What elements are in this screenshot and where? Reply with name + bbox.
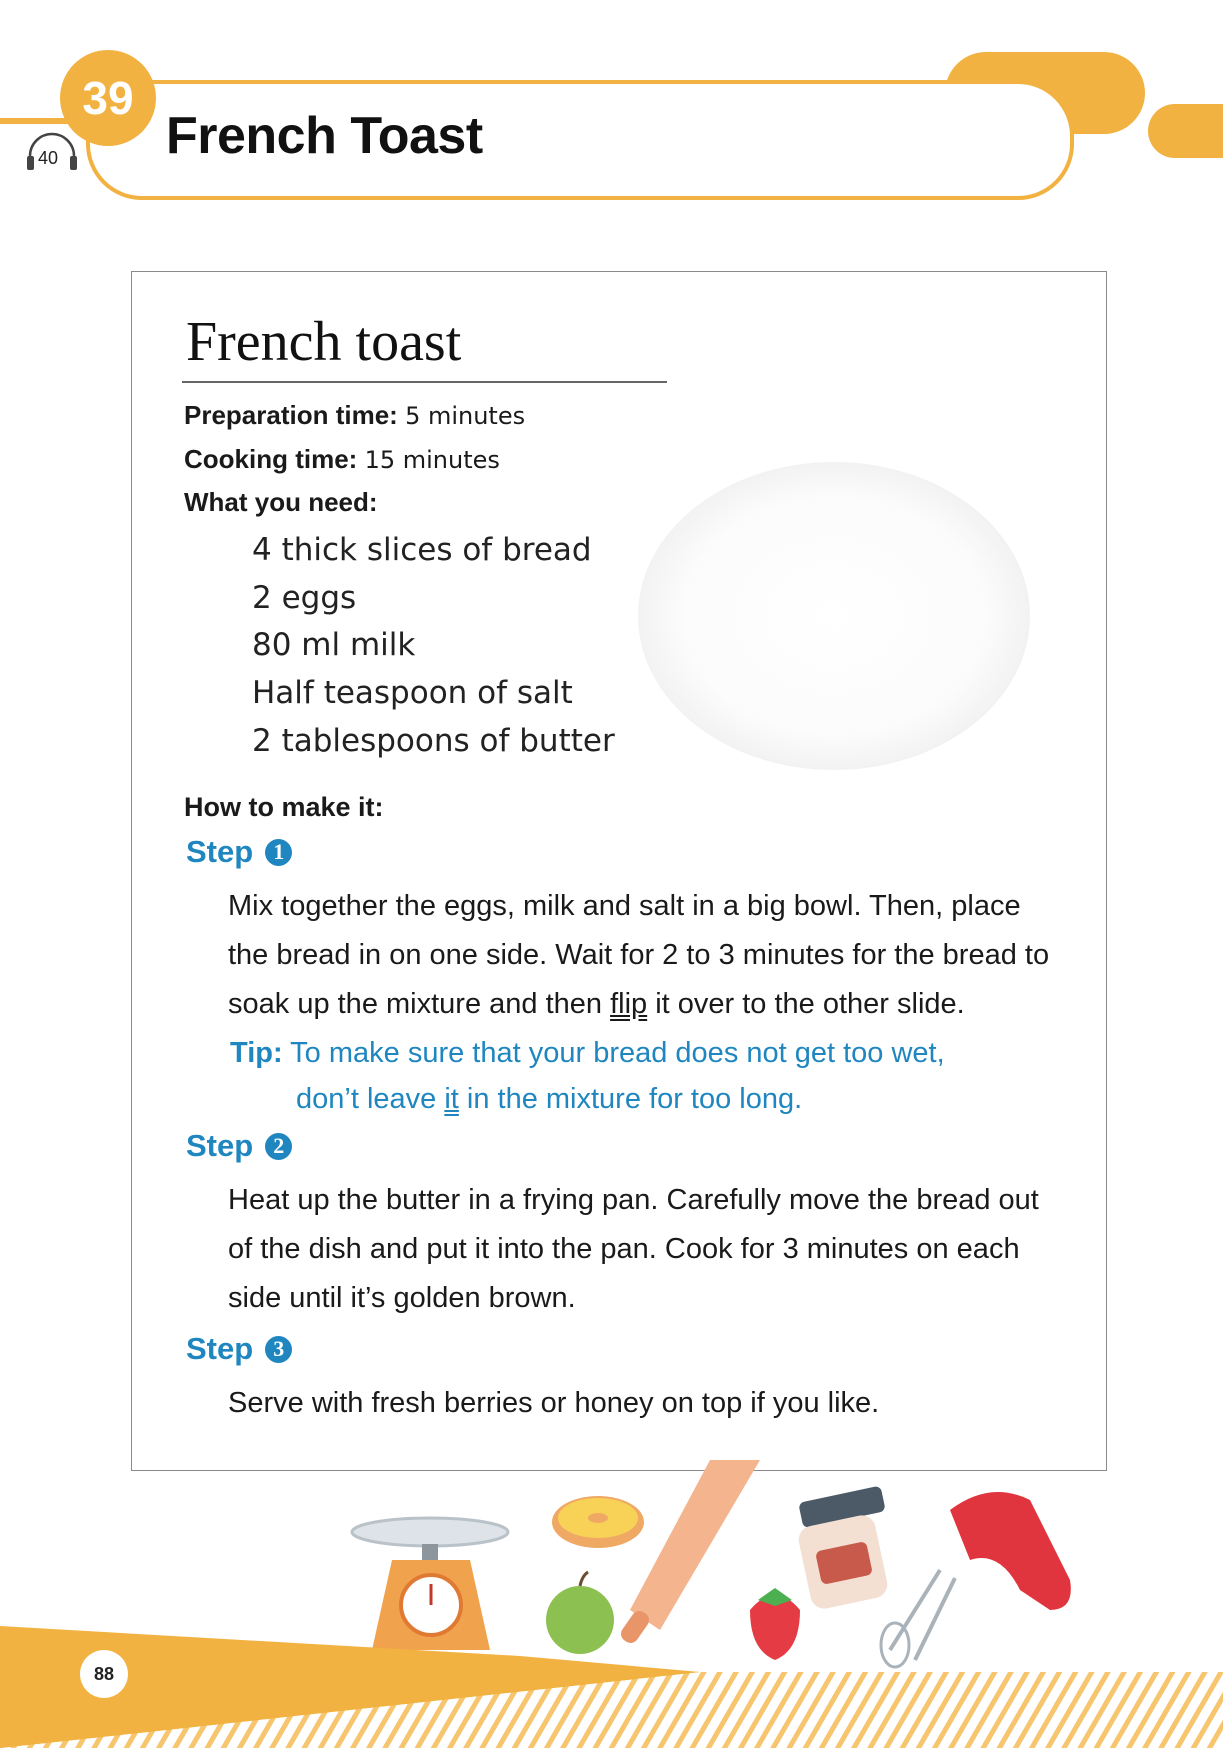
need-label: What you need: [184,487,378,517]
step-word: Step [186,1331,254,1366]
jam-jar-icon [796,1486,890,1612]
vocab-flip: flip [610,988,648,1020]
prep-time [184,400,525,431]
ingredient-item: Half teaspoon of salt [252,675,573,711]
cook-value: 15 minutes [364,446,500,474]
step-1-heading [186,834,292,870]
tip-box [230,1030,1030,1122]
tip-line-1: To make sure that your bread does not get too wet, [290,1037,945,1069]
step-3-heading [186,1331,292,1367]
page-number: 88 [80,1650,128,1698]
audio-track-number: 40 [38,148,59,168]
step-3-text: Serve with fresh berries or honey on top if you like. [228,1387,880,1419]
donut-icon [552,1496,644,1548]
header-decor-tab-right [1148,104,1223,158]
step-2-heading [186,1128,292,1164]
cook-time [184,444,500,475]
tip-line-2 [230,1076,1030,1122]
step-1-text-a: Mix together the eggs, milk and salt in a big bowl. Then, place the bread in on one side. Wait for 2 to 3 minutes for the bread to soak up the mixture and then [228,890,1050,1020]
ingredients-heading [184,487,378,518]
step-1-text-b: it over to the other slide. [647,988,965,1020]
ingredient-item: 4 thick slices of bread [252,532,592,568]
vocab-it: it [444,1083,459,1115]
page-title: French Toast [166,107,483,165]
step-number-badge: 1 [265,839,292,866]
step-2-text: Heat up the butter in a frying pan. Carefully move the bread out of the dish and put it into the pan. Cook for 3 minutes on each side until it’s golden brown. [228,1184,1039,1314]
tip-line-2-b: in the mixture for too long. [458,1083,803,1115]
ingredient-item: 80 ml milk [252,627,416,663]
step-number-badge: 2 [265,1133,292,1160]
method-heading: How to make it: [184,792,384,822]
step-number-badge: 3 [265,1336,292,1363]
footer-band [0,1626,1223,1748]
lesson-number-badge: 39 [60,50,156,146]
step-word: Step [186,834,254,869]
recipe-title: French toast [186,311,462,373]
prep-value: 5 minutes [405,402,526,430]
cook-label: Cooking time: [184,444,358,474]
step-1-text [228,882,1068,1029]
step-word: Step [186,1128,254,1163]
plate-image [638,462,1030,770]
tip-line-2-a: don’t leave [296,1083,445,1115]
ingredient-item: 2 eggs [252,580,357,616]
title-divider [182,381,667,383]
tip-label: Tip: [230,1037,283,1069]
prep-label: Preparation time: [184,400,398,430]
ingredient-item: 2 tablespoons of butter [252,723,615,759]
rolling-pin-icon [618,1460,760,1646]
